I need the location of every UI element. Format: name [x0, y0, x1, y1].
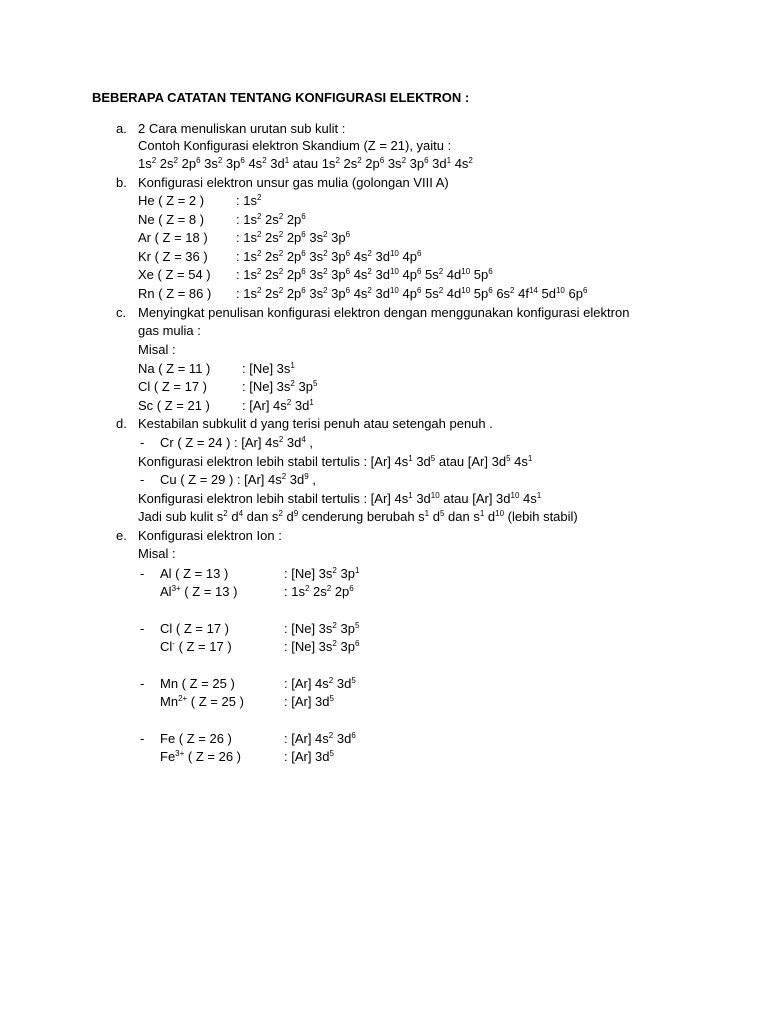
noble-gas-element: Kr ( Z = 36 )	[138, 249, 208, 264]
noble-gas-config: : $1s^2$	[236, 193, 262, 208]
noble-gas-element: Xe ( Z = 54 )	[138, 267, 211, 282]
abbreviated-element: Sc ( Z = 21 )	[138, 398, 210, 413]
noble-gas-config: : $1s^2$ $2s^2$ $2p^6$ $3s^2$ $3p^6$ $4s^2$ $3d^{10}$ $4p^6$	[236, 249, 422, 264]
list-dash: -	[140, 731, 145, 746]
ion-label: $Mn^{2+}$ ( Z = 25 )	[160, 694, 244, 709]
noble-gas-element: Ne ( Z = 8 )	[138, 212, 205, 227]
list-dash: -	[140, 472, 145, 487]
section-a-heading: 2 Cara menuliskan urutan sub kulit :	[138, 121, 346, 136]
section-d-heading: Kestabilan subkulit d yang terisi penuh atau setengah penuh .	[138, 416, 493, 431]
ion-label: Cl- ( Z = 17 )	[160, 639, 232, 654]
abbreviated-element: Na ( Z = 11 )	[138, 361, 211, 376]
ion-atom-label: Mn ( Z = 25 )	[160, 676, 235, 691]
document-title: BEBERAPA CATATAN TENTANG KONFIGURASI ELEKTRON :	[92, 90, 470, 105]
ion-label: $Fe^{3+}$ ( Z = 26 )	[160, 749, 242, 764]
section-c-heading: Menyingkat penulisan konfigurasi elektron dengan menggunakan konfigurasi elektron	[138, 305, 630, 320]
section-a-configuration: $1s^2$ $2s^2$ $2p^6$ $3s^2$ $3p^6$ $4s^2$ $3d^1$ atau $1s^2$ $2s^2$ $2p^6$ $3s^2$ $3p^6$ $3d^1$ $4s^2$	[138, 156, 473, 171]
chromium-config: Cr ( Z = 24 ) : [Ar] $4s^2$ $3d^4$ ,	[160, 435, 314, 450]
section-c-misal: Misal :	[138, 342, 176, 357]
noble-gas-config: : $1s^2$ $2s^2$ $2p^6$ $3s^2$ $3p^6$	[236, 230, 351, 245]
ion-atom-label: Al ( Z = 13 )	[160, 566, 229, 581]
section-a-letter: a.	[116, 121, 127, 136]
ion-atom-label: Cl ( Z = 17 )	[160, 621, 229, 636]
section-d-conclusion: Jadi sub kulit $s^2$ $d^4$ dan $s^2$ $d^9$ cenderung berubah $s^1$ $d^5$ dan $s^1$ $d^{10}$ (lebih stabil)	[138, 509, 578, 524]
copper-config: Cu ( Z = 29 ) : [Ar] $4s^2$ $3d^9$ ,	[160, 472, 316, 487]
noble-gas-element: Rn ( Z = 86 )	[138, 286, 212, 301]
section-c-heading-continued: gas mulia :	[138, 323, 201, 338]
ion-config: : $1s^2$ $2s^2$ $2p^6$	[284, 584, 354, 599]
noble-gas-config: : $1s^2$ $2s^2$ $2p^6$ $3s^2$ $3p^6$ $4s^2$ $3d^{10}$ $4p^6$ $5s^2$ $4d^{10}$ $5p^6$ $6s^2$ $4f^{14}$ $5d^{10}$ $6p^6$	[236, 286, 588, 301]
noble-gas-element: Ar ( Z = 18 )	[138, 230, 208, 245]
noble-gas-element: He ( Z = 2 )	[138, 193, 205, 208]
abbreviated-config: : [Ne] $3s^1$	[242, 361, 295, 376]
section-e-letter: e.	[116, 528, 127, 543]
list-dash: -	[140, 566, 145, 581]
section-b-heading: Konfigurasi elektron unsur gas mulia (golongan VIII A)	[138, 175, 449, 190]
ion-config: : [Ar] $3d^5$	[284, 694, 334, 709]
ion-atom-config: : [Ar] $4s^2$ $3d^6$	[284, 731, 356, 746]
ion-label: $Al^{3+}$ ( Z = 13 )	[160, 584, 238, 599]
section-b-letter: b.	[116, 175, 127, 190]
section-a-example-intro: Contoh Konfigurasi elektron Skandium (Z = 21), yaitu :	[138, 138, 452, 153]
ion-atom-label: Fe ( Z = 26 )	[160, 731, 232, 746]
noble-gas-config: : $1s^2$ $2s^2$ $2p^6$ $3s^2$ $3p^6$ $4s^2$ $3d^{10}$ $4p^6$ $5s^2$ $4d^{10}$ $5p^6$	[236, 267, 493, 282]
section-e-heading: Konfigurasi elektron Ion :	[138, 528, 282, 543]
abbreviated-config: : [Ar] $4s^2$ $3d^1$	[242, 398, 314, 413]
section-e-misal: Misal :	[138, 546, 176, 561]
ion-atom-config: : [Ar] $4s^2$ $3d^5$	[284, 676, 356, 691]
list-dash: -	[140, 676, 145, 691]
ion-config: : [Ar] $3d^5$	[284, 749, 334, 764]
ion-atom-config: : [Ne] $3s^2$ $3p^1$	[284, 566, 360, 581]
chromium-stable-note: Konfigurasi elektron lebih stabil tertulis : [Ar] $4s^1$ $3d^5$ atau [Ar] $3d^5$ $4s^1$	[138, 454, 533, 469]
ion-config: : [Ne] $3s^2$ $3p^6$	[284, 639, 360, 654]
abbreviated-element: Cl ( Z = 17 )	[138, 379, 207, 394]
section-d-letter: d.	[116, 416, 127, 431]
ion-atom-config: : [Ne] $3s^2$ $3p^5$	[284, 621, 360, 636]
section-c-letter: c.	[116, 305, 127, 320]
noble-gas-config: : $1s^2$ $2s^2$ $2p^6$	[236, 212, 306, 227]
abbreviated-config: : [Ne] $3s^2$ $3p^5$	[242, 379, 318, 394]
copper-stable-note: Konfigurasi elektron lebih stabil tertulis : [Ar] $4s^1$ $3d^{10}$ atau [Ar] $3d^{10}$ $4s^1$	[138, 491, 542, 506]
list-dash: -	[140, 435, 145, 450]
list-dash: -	[140, 621, 145, 636]
